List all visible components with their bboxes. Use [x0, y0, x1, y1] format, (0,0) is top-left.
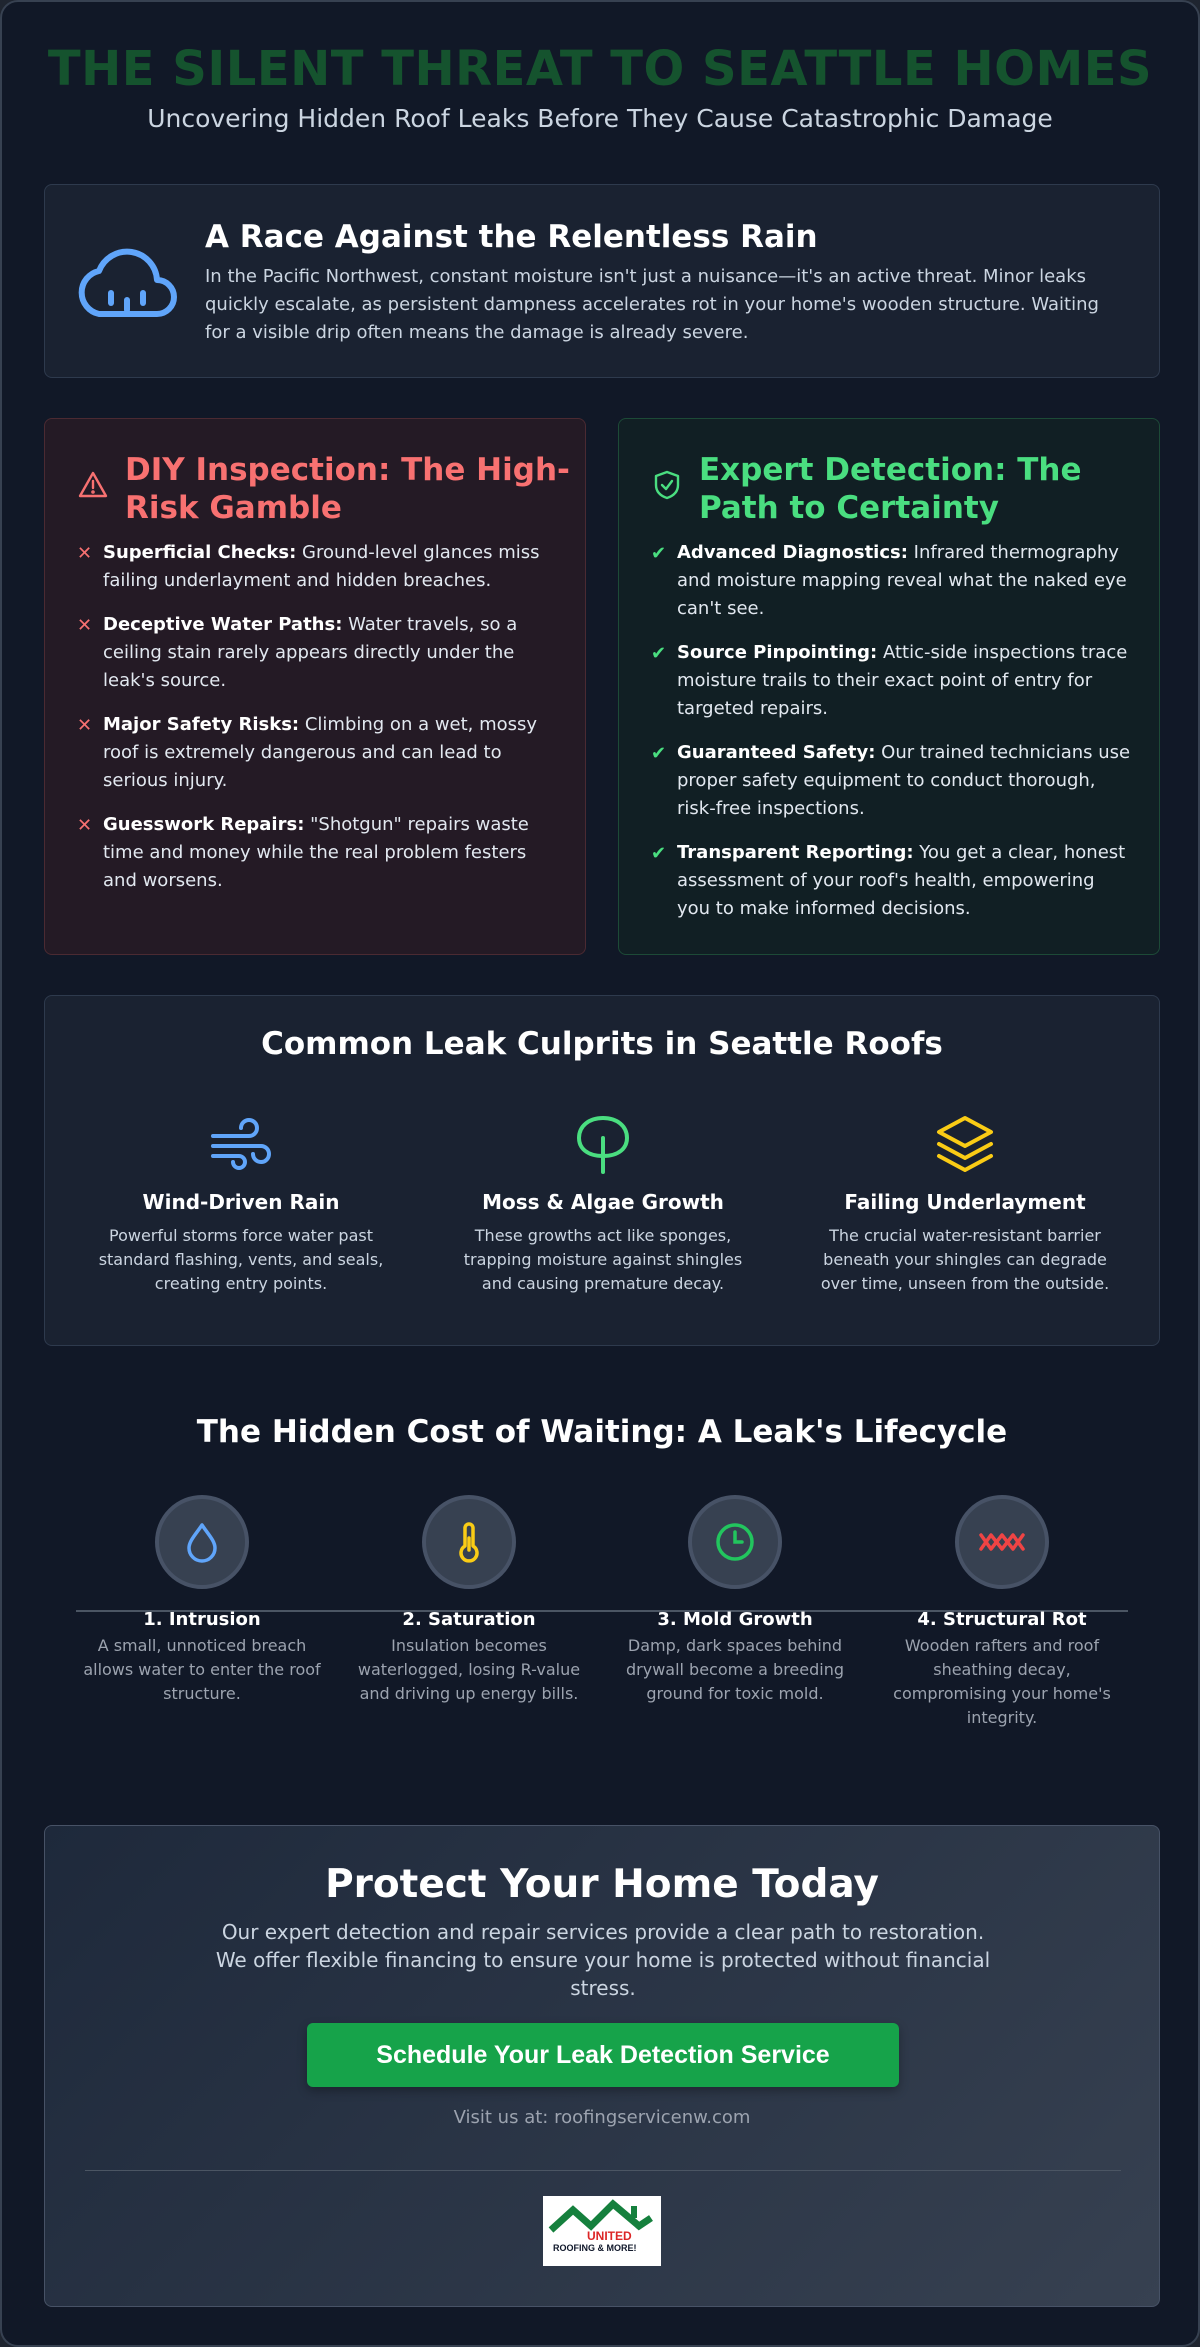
item-label: Major Safety Risks:: [103, 714, 300, 735]
cta-title: Protect Your Home Today: [325, 1862, 879, 1907]
step-text: Insulation becomes waterlogged, losing R-value and driving up energy bills.: [357, 1636, 581, 1703]
thermometer-icon: [447, 1520, 491, 1564]
culprit-item: [815, 1112, 1115, 1296]
cloud-rain-icon: [77, 241, 177, 323]
list-item: [651, 839, 1133, 923]
hero-header: [2, 2, 1198, 133]
item-text: Our trained technicians use proper safety equipment to conduct thorough, risk-free inspections.: [677, 742, 1131, 819]
step-circle: [955, 1495, 1049, 1589]
schedule-service-button[interactable]: Schedule Your Leak Detection Service: [307, 2023, 899, 2087]
step-circle: [688, 1495, 782, 1589]
droplet-icon: [180, 1520, 224, 1564]
expert-list: [651, 539, 1133, 939]
item-text: Infrared thermography and moisture mapping reveal what the naked eye can't see.: [677, 542, 1127, 619]
item-text: "Shotgun" repairs waste time and money while the real problem festers and worsens.: [103, 814, 529, 891]
lifecycle-step: [877, 1495, 1127, 1730]
tree-icon: [571, 1112, 635, 1176]
item-text: Attic-side inspections trace moisture trails to their exact point of entry for targeted repairs.: [677, 642, 1128, 719]
list-item: [651, 639, 1133, 723]
check-icon: ✔: [651, 543, 667, 564]
cta-body: Our expert detection and repair services provide a clear path to restoration. We offer flexible financing to ensure your home is protected without financial stress.: [215, 1920, 991, 2000]
step-circle: [422, 1495, 516, 1589]
intro-body: In the Pacific Northwest, constant moisture isn't just a nuisance—it's an active threat. Minor leaks quickly escalate, as persistent dampness accelerates rot in your home's wooden structure. Waiting for a visible drip often means the damage is already severe.: [205, 266, 1099, 343]
wind-icon: [209, 1112, 273, 1176]
culprit-text: The crucial water-resistant barrier beneath your shingles can degrade over time, unseen from the outside.: [820, 1226, 1110, 1293]
page-title: THE SILENT THREAT TO SEATTLE HOMES: [47, 41, 1153, 97]
list-item: [77, 611, 559, 695]
item-label: Deceptive Water Paths:: [103, 614, 343, 635]
clock-icon: [713, 1520, 757, 1564]
item-label: Guesswork Repairs:: [103, 814, 305, 835]
step-text: Damp, dark spaces behind drywall become a breeding ground for toxic mold.: [625, 1636, 845, 1703]
lifecycle-title: The Hidden Cost of Waiting: A Leak's Lifecycle: [196, 1414, 1008, 1450]
culprit-title: Moss & Algae Growth: [482, 1190, 724, 1214]
step-title: 2. Saturation: [402, 1609, 536, 1630]
item-label: Advanced Diagnostics:: [677, 542, 908, 563]
culprit-item: [91, 1112, 391, 1296]
x-icon: ✕: [77, 615, 93, 636]
item-text: Water travels, so a ceiling stain rarely appears directly under the leak's source.: [103, 614, 518, 691]
logo-text-sub: ROOFING & MORE!: [553, 2243, 637, 2253]
company-logo: [543, 2196, 661, 2266]
broken-beam-icon: [978, 1520, 1026, 1564]
list-item: [77, 539, 559, 595]
website-link[interactable]: Visit us at: roofingservicenw.com: [453, 2107, 751, 2128]
intro-title: A Race Against the Relentless Rain: [205, 219, 818, 255]
list-item: [651, 539, 1133, 623]
step-title: 3. Mold Growth: [657, 1609, 813, 1630]
diy-inspection-card: [44, 418, 586, 955]
list-item: [77, 811, 559, 895]
warning-triangle-icon: [77, 469, 109, 501]
step-title: 1. Intrusion: [143, 1609, 261, 1630]
item-label: Guaranteed Safety:: [677, 742, 876, 763]
culprit-title: Wind-Driven Rain: [142, 1190, 340, 1214]
x-icon: ✕: [77, 715, 93, 736]
step-circle: [155, 1495, 249, 1589]
item-label: Source Pinpointing:: [677, 642, 878, 663]
culprit-item: [453, 1112, 753, 1296]
check-icon: ✔: [651, 843, 667, 864]
step-text: A small, unnoticed breach allows water to enter the roof structure.: [83, 1636, 321, 1703]
item-text: Ground-level glances miss failing underlayment and hidden breaches.: [103, 542, 540, 591]
intro-card: [44, 184, 1160, 378]
cta-card: [44, 1825, 1160, 2307]
lifecycle-step: [610, 1495, 860, 1706]
x-icon: ✕: [77, 543, 93, 564]
leak-culprits-card: [44, 995, 1160, 1346]
item-text: Climbing on a wet, mossy roof is extremely dangerous and can lead to serious injury.: [103, 714, 538, 791]
expert-title: Expert Detection: The Path to Certainty: [699, 452, 1082, 526]
culprit-text: Powerful storms force water past standard flashing, vents, and seals, creating entry points.: [98, 1226, 384, 1293]
step-text: Wooden rafters and roof sheathing decay, compromising your home's integrity.: [893, 1636, 1111, 1727]
page-subtitle: Uncovering Hidden Roof Leaks Before They Cause Catastrophic Damage: [147, 104, 1053, 133]
diy-list: [77, 539, 559, 911]
item-label: Transparent Reporting:: [677, 842, 914, 863]
diy-title: DIY Inspection: The High-Risk Gamble: [125, 452, 570, 526]
lifecycle-step: [344, 1495, 594, 1706]
shield-check-icon: [651, 469, 683, 501]
list-item: [77, 711, 559, 795]
culprit-text: These growths act like sponges, trapping moisture against shingles and causing premature decay.: [463, 1226, 743, 1293]
culprits-title: Common Leak Culprits in Seattle Roofs: [261, 1026, 943, 1062]
logo-text-main: UNITED: [587, 2229, 632, 2243]
check-icon: ✔: [651, 743, 667, 764]
layers-icon: [933, 1112, 997, 1176]
culprit-title: Failing Underlayment: [844, 1190, 1086, 1214]
divider: [85, 2170, 1121, 2171]
expert-detection-card: [618, 418, 1160, 955]
item-text: You get a clear, honest assessment of your roof's health, empowering you to make informed decisions.: [677, 842, 1126, 919]
step-title: 4. Structural Rot: [917, 1609, 1087, 1630]
item-label: Superficial Checks:: [103, 542, 297, 563]
x-icon: ✕: [77, 815, 93, 836]
check-icon: ✔: [651, 643, 667, 664]
lifecycle-step: [77, 1495, 327, 1706]
list-item: [651, 739, 1133, 823]
